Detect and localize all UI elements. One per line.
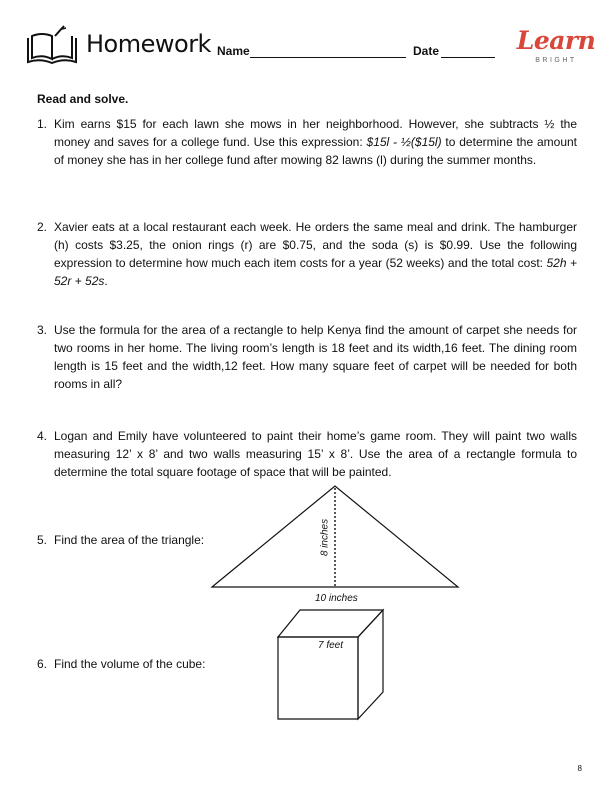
name-field[interactable]	[250, 57, 406, 58]
question-text: Kim earns $15 for each lawn she mows in her neighborhood. However, she subtracts ½ the money and saves for a college fund. Use this expression: $15l - ½($15l) to determine the amount of money she has in her college fund after mowing 82 lawns (l) during the summer months.	[54, 117, 577, 167]
date-field[interactable]	[441, 57, 495, 58]
question-number: 2.	[37, 220, 48, 234]
name-label: Name	[217, 44, 250, 58]
question-text: Xavier eats at a local restaurant each week. He orders the same meal and drink. The hamburger (h) costs $3.25, the onion rings (r) are $0.75, and the soda (s) is $0.99. Use the following expression to determine how much each item costs for a year (52 weeks) and the total cost: 52h + 52r + 52s.	[54, 220, 577, 288]
cube-edge-label: 7 feet	[318, 640, 344, 651]
cube-top-face	[278, 610, 383, 637]
triangle-base-label: 10 inches	[315, 593, 358, 604]
question-3	[37, 321, 577, 393]
triangle-height-label: 8 inches	[319, 518, 331, 557]
question-4	[37, 427, 577, 481]
open-book-icon	[24, 24, 80, 68]
instructions: Read and solve.	[37, 92, 129, 106]
triangle-shape	[212, 486, 458, 587]
worksheet-header	[22, 24, 597, 74]
logo-text: Learn	[516, 26, 596, 55]
question-text: Logan and Emily have volunteered to paint their home’s game room. They will paint two walls measuring 12’ x 8’ and two walls measuring 15’ x 8’. Use the area of a rectangle formula to determine the total square footage of space that will be painted.	[54, 429, 577, 479]
question-number: 1.	[37, 117, 48, 131]
cube-side-face	[358, 610, 383, 719]
question-5	[37, 531, 237, 549]
question-1	[37, 115, 577, 169]
question-number: 4.	[37, 429, 48, 443]
page-number: 8	[577, 764, 582, 773]
question-number: 3.	[37, 323, 48, 337]
question-6	[37, 655, 237, 673]
logo-subtext: BRIGHT	[535, 57, 577, 64]
worksheet-title: Homework	[86, 30, 211, 58]
learn-bright-logo	[516, 24, 596, 72]
question-text: Use the formula for the area of a rectangle to help Kenya find the amount of carpet she needs for two rooms in her home. The living room’s length is 18 feet and its width,16 feet. The dining room length is 15 feet and the width,12 feet. How many square feet of carpet will be needed for both rooms in all?	[54, 323, 577, 391]
date-label: Date	[413, 44, 440, 58]
question-text: Find the volume of the cube:	[54, 657, 206, 671]
question-2	[37, 218, 577, 290]
cube-figure	[278, 610, 383, 719]
question-number: 5.	[37, 533, 48, 547]
question-text: Find the area of the triangle:	[54, 533, 205, 547]
question-number: 6.	[37, 657, 48, 671]
